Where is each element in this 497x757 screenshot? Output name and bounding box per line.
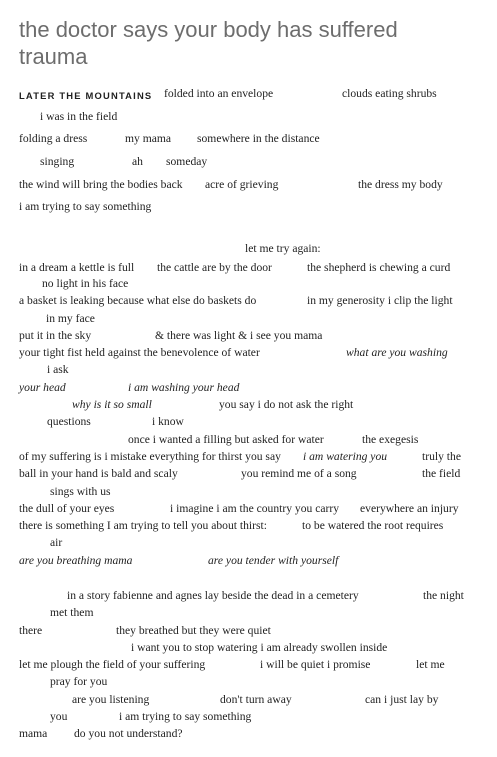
poem-line: they breathed but they were quiet <box>116 624 271 637</box>
poem-line: no light in his face <box>42 277 129 290</box>
poem-line: i want you to stop watering i am already swollen inside <box>131 641 388 654</box>
poem-section-heading: LATER THE MOUNTAINS <box>19 90 153 101</box>
poem-line: mama <box>19 727 48 740</box>
poem-line: are you breathing mama <box>19 554 133 567</box>
poem-line: i am watering you <box>303 450 388 463</box>
poem-line: acre of grieving <box>205 178 279 191</box>
poem-line: pray for you <box>50 675 108 688</box>
poem-line: you remind me of a song <box>241 467 357 480</box>
poem-line: folded into an envelope <box>164 87 274 100</box>
poem-line: what are you washing <box>346 346 448 359</box>
poem-line: the dress my body <box>358 178 443 191</box>
poem-line: i ask <box>47 363 69 376</box>
poem-line: there <box>19 624 43 637</box>
poem-line: the exegesis <box>362 433 419 446</box>
poem-line: to be watered the root requires <box>302 519 444 532</box>
poem-line: i am trying to say something <box>19 200 152 213</box>
poem-line: folding a dress <box>19 132 88 145</box>
poem-line: the shepherd is chewing a curd <box>307 261 451 274</box>
poem-line: the field <box>422 467 461 480</box>
poem-line: put it in the sky <box>19 329 92 342</box>
poem-line: met them <box>50 606 94 619</box>
poem-line: there is something I am trying to tell you about thirst: <box>19 519 267 532</box>
poem-line: do you not understand? <box>74 727 183 740</box>
poem-line: i was in the field <box>40 110 118 123</box>
poem-line: in my generosity i clip the light <box>307 294 453 307</box>
poem-line: questions <box>47 415 91 428</box>
poem-line: everywhere an injury <box>360 502 459 515</box>
poem-line: your tight fist held against the benevolence of water <box>19 346 260 359</box>
poem-line: ah <box>132 155 143 168</box>
poem-line: are you listening <box>72 693 150 706</box>
poem-line: i imagine i am the country you carry <box>170 502 340 515</box>
poem-line: air <box>50 536 63 549</box>
poem-line: are you tender with yourself <box>208 554 339 567</box>
poem-line: clouds eating shrubs <box>342 87 437 100</box>
poem-line: you <box>50 710 68 723</box>
poem-line: you say i do not ask the right <box>219 398 354 411</box>
poem-line: in a story fabienne and agnes lay beside the dead in a cemetery <box>67 589 359 602</box>
poem-line: my mama <box>125 132 172 145</box>
poem-line: a basket is leaking because what else do baskets do <box>19 294 257 307</box>
poem-line: i know <box>152 415 184 428</box>
poem-line: i am trying to say something <box>119 710 252 723</box>
poem-line: somewhere in the distance <box>197 132 320 145</box>
poem-line: sings with us <box>50 485 111 498</box>
poem-line: the cattle are by the door <box>157 261 272 274</box>
poem-line: let me <box>416 658 445 671</box>
poem-line: let me try again: <box>245 242 321 255</box>
poem-line: of my suffering is i mistake everything for thirst you say <box>19 450 281 463</box>
poem-line: i am washing your head <box>128 381 240 394</box>
poem-line: don't turn away <box>220 693 292 706</box>
poem-line: in my face <box>46 312 95 325</box>
poem-line: once i wanted a filling but asked for water <box>128 433 324 446</box>
poem-line: let me plough the field of your suffering <box>19 658 206 671</box>
poem-title: the doctor says your body has suffered trauma <box>19 17 398 69</box>
poem-line: can i just lay by <box>365 693 439 706</box>
poem-line: i will be quiet i promise <box>260 658 371 671</box>
poem-line: the dull of your eyes <box>19 502 115 515</box>
poem-line: singing <box>40 155 75 168</box>
poem-line: why is it so small <box>72 398 152 411</box>
poem-line: & there was light & i see you mama <box>155 329 323 342</box>
poem-line: in a dream a kettle is full <box>19 261 135 274</box>
poem-line: your head <box>19 381 66 394</box>
poem-line: ball in your hand is bald and scaly <box>19 467 178 480</box>
poem-line: truly the <box>422 450 461 463</box>
poem-line: the wind will bring the bodies back <box>19 178 183 191</box>
poem-line: the night <box>423 589 464 602</box>
poem-line: someday <box>166 155 208 168</box>
